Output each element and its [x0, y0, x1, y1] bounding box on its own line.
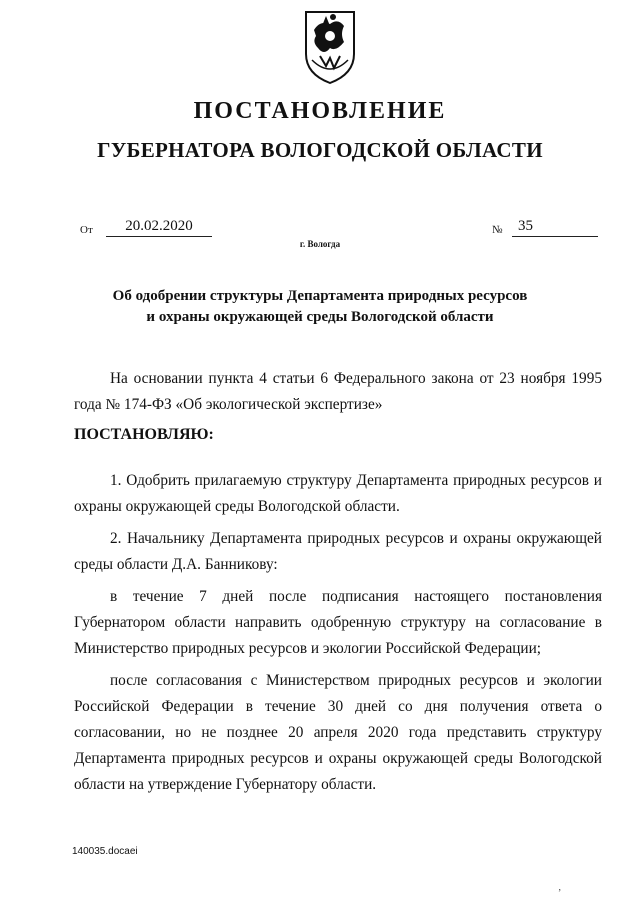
preamble-paragraph: На основании пункта 4 статьи 6 Федерального закона от 23 ноября 1995 года № 174-ФЗ «Об экологической экспертизе»	[74, 370, 602, 413]
city-label: г. Вологда	[299, 239, 341, 249]
number-label: №	[492, 224, 503, 236]
coat-of-arms-icon	[300, 8, 360, 86]
date-value: 20.02.2020	[106, 216, 212, 237]
paragraph-3: в течение 7 дней после подписания настоящего постановления Губернатором области направить одобренную структуру на согласование в Министерство природных ресурсов и экологии Российской Федерации;	[74, 588, 602, 657]
corner-mark: ‚	[558, 882, 562, 893]
date-number-line	[80, 216, 600, 240]
paragraph-4: после согласования с Министерством природных ресурсов и экологии Российской Федерации в течение 30 дней со дня получения ответа о согласовании, но не позднее 20 апреля 2020 года представить структуру Департамента природных ресурсов и охраны окружающей среды Вологодской области на утверждение Губернатору области.	[74, 672, 602, 793]
paragraph-2: 2. Начальнику Департамента природных ресурсов и охраны окружающей среды области Д.А. Банникову:	[74, 530, 602, 573]
subject-line-2: и охраны окружающей среды Вологодской области	[146, 309, 494, 325]
number-value: 35	[512, 216, 598, 237]
subject-line-1: Об одобрении структуры Департамента природных ресурсов	[112, 288, 528, 304]
document-body	[74, 366, 602, 798]
document-title: ПОСТАНОВЛЕНИЕ	[193, 98, 447, 124]
file-code: 140035.docaei	[72, 846, 138, 857]
paragraph-1: 1. Одобрить прилагаемую структуру Департамента природных ресурсов и охраны окружающей среды Вологодской области.	[74, 472, 602, 515]
date-label: От	[80, 224, 93, 236]
decree-word: ПОСТАНОВЛЯЮ:	[74, 426, 214, 443]
document-issuer: ГУБЕРНАТОРА ВОЛОГОДСКОЙ ОБЛАСТИ	[97, 138, 543, 162]
document-subject	[0, 286, 640, 328]
